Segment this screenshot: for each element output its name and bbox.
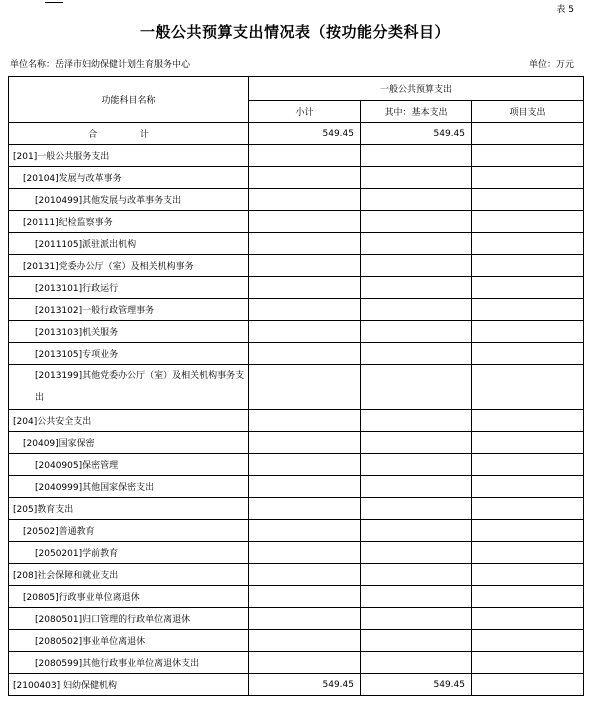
table-row	[9, 608, 584, 630]
row-project	[472, 299, 584, 321]
table-row	[9, 674, 584, 696]
row-name: [2040905]保密管理	[9, 454, 249, 476]
row-project	[472, 343, 584, 365]
corner-mark	[45, 0, 63, 3]
row-basic	[361, 520, 472, 542]
table-row	[9, 498, 584, 520]
column-header-group: 一般公共预算支出	[249, 77, 584, 101]
row-basic	[361, 211, 472, 233]
row-name: [2050201]学前教育	[9, 542, 249, 564]
table-number: 表 5	[556, 5, 574, 15]
table-row	[9, 233, 584, 255]
row-subtotal	[249, 167, 361, 189]
table-row	[9, 321, 584, 343]
row-name: [2013199]其他党委办公厅（室）及相关机构事务支出	[9, 365, 249, 410]
table-row	[9, 476, 584, 498]
row-basic	[361, 564, 472, 586]
row-basic	[361, 410, 472, 432]
row-subtotal	[249, 454, 361, 476]
row-name: [208]社会保障和就业支出	[9, 564, 249, 586]
table-row	[9, 189, 584, 211]
row-name: [201]一般公共服务支出	[9, 145, 249, 167]
row-subtotal	[249, 586, 361, 608]
row-subtotal	[249, 277, 361, 299]
row-project	[472, 454, 584, 476]
row-basic	[361, 189, 472, 211]
row-name: [20805]行政事业单位离退休	[9, 586, 249, 608]
total-label: 合 计	[9, 123, 249, 145]
row-basic	[361, 343, 472, 365]
row-project	[472, 321, 584, 343]
row-project	[472, 145, 584, 167]
row-basic	[361, 277, 472, 299]
column-header-basic: 其中：基本支出	[361, 101, 472, 123]
row-basic	[361, 365, 472, 410]
table-row	[9, 167, 584, 189]
total-project	[472, 123, 584, 145]
row-name: [2011105]派驻派出机构	[9, 233, 249, 255]
row-subtotal	[249, 365, 361, 410]
row-name: [20104]发展与改革事务	[9, 167, 249, 189]
row-project	[472, 211, 584, 233]
table-row	[9, 454, 584, 476]
row-subtotal	[249, 233, 361, 255]
row-subtotal	[249, 211, 361, 233]
row-subtotal	[249, 432, 361, 454]
row-basic	[361, 630, 472, 652]
row-subtotal	[249, 255, 361, 277]
table-row	[9, 586, 584, 608]
row-name: [2080501]归口管理的行政单位离退休	[9, 608, 249, 630]
row-project	[472, 277, 584, 299]
row-name: [20409]国家保密	[9, 432, 249, 454]
row-name: [20111]纪检监察事务	[9, 211, 249, 233]
table-row	[9, 145, 584, 167]
row-basic	[361, 233, 472, 255]
row-name: [2013105]专项业务	[9, 343, 249, 365]
row-subtotal: 549.45	[249, 674, 361, 696]
row-basic	[361, 476, 472, 498]
row-project	[472, 255, 584, 277]
table-row	[9, 542, 584, 564]
row-subtotal	[249, 498, 361, 520]
row-subtotal	[249, 520, 361, 542]
row-subtotal	[249, 608, 361, 630]
row-project	[472, 586, 584, 608]
table-row	[9, 255, 584, 277]
row-project	[472, 410, 584, 432]
row-project	[472, 520, 584, 542]
row-project	[472, 630, 584, 652]
row-subtotal	[249, 321, 361, 343]
row-project	[472, 608, 584, 630]
row-project	[472, 674, 584, 696]
row-name: [2100403] 妇幼保健机构	[9, 674, 249, 696]
row-subtotal	[249, 652, 361, 674]
row-subtotal	[249, 564, 361, 586]
row-project	[472, 564, 584, 586]
row-subtotal	[249, 630, 361, 652]
row-basic	[361, 145, 472, 167]
row-project	[472, 365, 584, 410]
row-basic	[361, 167, 472, 189]
table-row	[9, 410, 584, 432]
row-subtotal	[249, 410, 361, 432]
row-subtotal	[249, 189, 361, 211]
table-row	[9, 630, 584, 652]
row-project	[472, 189, 584, 211]
table-row	[9, 520, 584, 542]
table-row	[9, 365, 584, 410]
total-basic: 549.45	[361, 123, 472, 145]
row-basic	[361, 321, 472, 343]
row-project	[472, 476, 584, 498]
page-title: 一般公共预算支出情况表（按功能分类科目）	[139, 23, 450, 41]
currency-unit: 单位：万元	[528, 60, 574, 70]
row-subtotal	[249, 343, 361, 365]
row-project	[472, 542, 584, 564]
row-basic: 549.45	[361, 674, 472, 696]
table-row	[9, 432, 584, 454]
row-project	[472, 233, 584, 255]
row-name: [2040999]其他国家保密支出	[9, 476, 249, 498]
table-row	[9, 277, 584, 299]
row-project	[472, 432, 584, 454]
column-header-subtotal: 小计	[249, 101, 361, 123]
row-project	[472, 167, 584, 189]
row-basic	[361, 542, 472, 564]
row-subtotal	[249, 299, 361, 321]
column-header-project: 项目支出	[472, 101, 584, 123]
row-basic	[361, 586, 472, 608]
row-basic	[361, 454, 472, 476]
row-basic	[361, 608, 472, 630]
total-row	[9, 123, 584, 145]
row-name: [2080599]其他行政事业单位离退休支出	[9, 652, 249, 674]
row-basic	[361, 652, 472, 674]
total-subtotal: 549.45	[249, 123, 361, 145]
row-basic	[361, 299, 472, 321]
row-name: [2013102]一般行政管理事务	[9, 299, 249, 321]
row-basic	[361, 255, 472, 277]
row-name: [20502]普通教育	[9, 520, 249, 542]
table-row	[9, 299, 584, 321]
row-name: [2010499]其他发展与改革事务支出	[9, 189, 249, 211]
row-name: [2080502]事业单位离退休	[9, 630, 249, 652]
table-row	[9, 211, 584, 233]
row-name: [2013101]行政运行	[9, 277, 249, 299]
row-basic	[361, 498, 472, 520]
table-row	[9, 343, 584, 365]
unit-name: 单位名称：岳泽市妇幼保健计划生育服务中心	[10, 60, 191, 70]
row-subtotal	[249, 145, 361, 167]
row-name: [2013103]机关服务	[9, 321, 249, 343]
row-project	[472, 498, 584, 520]
row-subtotal	[249, 542, 361, 564]
column-header-name: 功能科目名称	[9, 77, 249, 123]
table-row	[9, 652, 584, 674]
row-name: [204]公共安全支出	[9, 410, 249, 432]
row-project	[472, 652, 584, 674]
budget-table	[8, 76, 584, 696]
row-subtotal	[249, 476, 361, 498]
row-name: [205]教育支出	[9, 498, 249, 520]
table-row	[9, 564, 584, 586]
row-name: [20131]党委办公厅（室）及相关机构事务	[9, 255, 249, 277]
row-basic	[361, 432, 472, 454]
